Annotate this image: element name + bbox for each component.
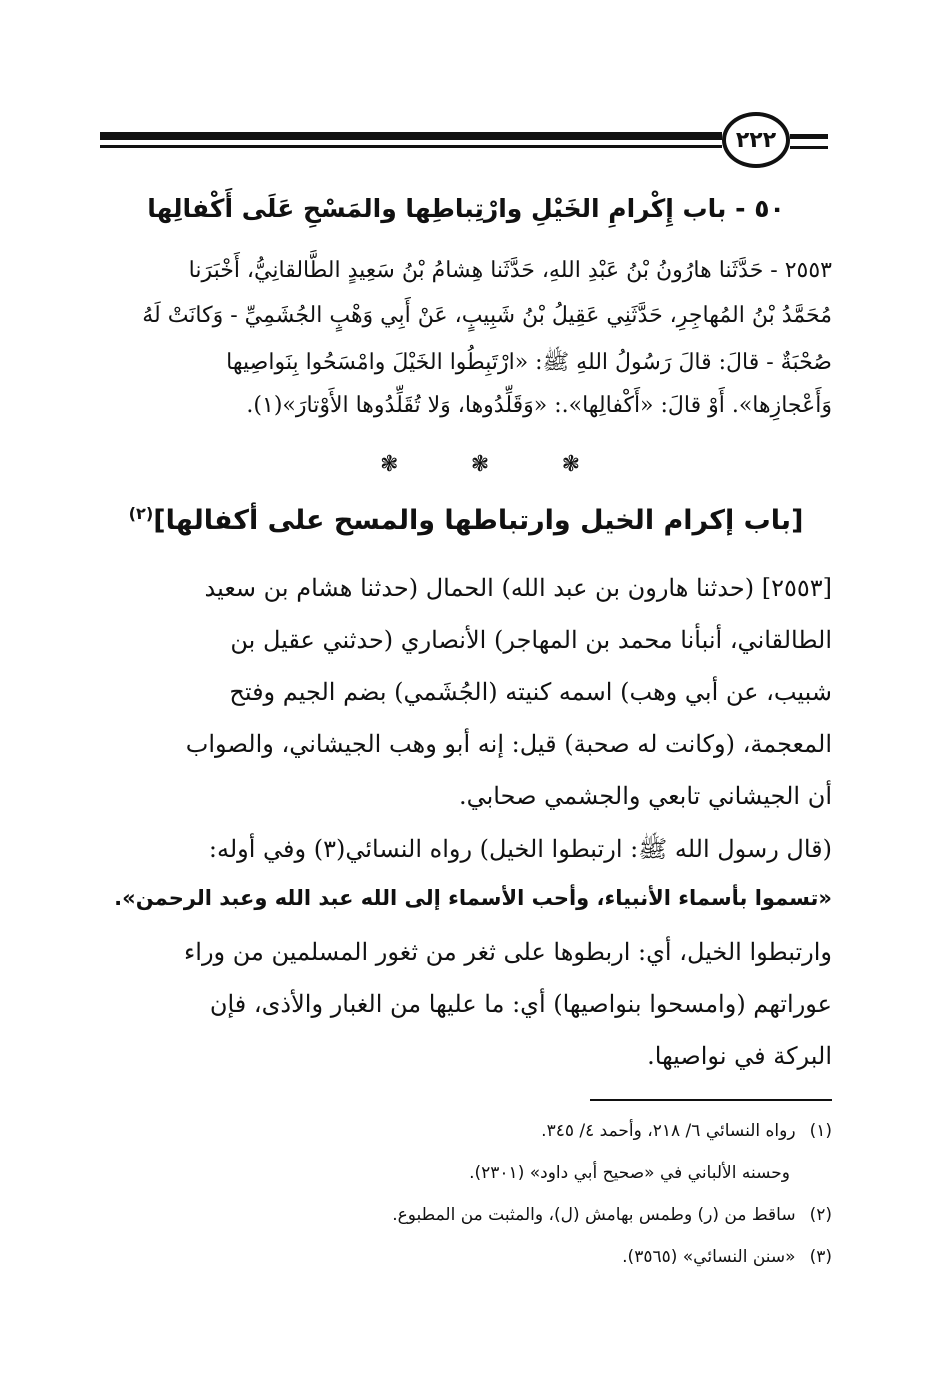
footnote-text: وحسنه الألباني في «صحيح أبي داود» (٢٣٠١). (469, 1163, 790, 1183)
star-ornament-icon: ❃ (561, 452, 580, 477)
hadith-line: وَأَعْجازِها». أَوْ قالَ: «أَكْفالِها».: «وَقَلِّدُوها، وَلا تُقَلِّدُوها الأَوْتارَ»(١). (246, 393, 832, 418)
commentary-line: شبيب، عن أبي وهب) اسمه كنيته (الجُشَمي) بضم الجيم وفتح (229, 678, 832, 706)
commentary-line: عوراتهم (وامسحوا بنواصيها) أي: ما عليها من الغبار والأذى، فإن (209, 990, 832, 1018)
commentary-line: الطالقاني، أنبأنا محمد بن المهاجر) الأنصاري (حدثني عقيل بن (230, 626, 832, 654)
commentary-line: وارتبطوا الخيل، أي: اربطوها على ثغر من ثغور المسلمين من وراء (184, 938, 832, 966)
commentary-title-text: [باب إكرام الخيل وارتباطها والمسح على أكفالها] (153, 505, 804, 536)
header-rule-tail-thin (790, 146, 828, 149)
header-rule (100, 132, 722, 140)
footnote (66, 1163, 790, 1183)
commentary-line: [٢٥٥٣] (حدثنا هارون بن عبد الله) الحمال (حدثنا هشام بن سعيد (204, 574, 832, 602)
hadith-line: مُحَمَّدُ بْنُ المُهاجِرِ، حَدَّثَنِي عَقِيلُ بْنُ شَبِيبٍ، عَنْ أَبِي وَهْبٍ الجُشَمِيِّ - وَكانَتْ لَهُ (142, 303, 832, 328)
footnote (108, 1121, 832, 1141)
star-ornament-icon: ❃ (380, 452, 399, 477)
chapter-title: ٥٠ - باب إِكْرامِ الخَيْلِ وارْتِباطِها والمَسْحِ عَلَى أَكْفالِها (147, 194, 785, 223)
commentary-line: البركة في نواصيها. (647, 1042, 832, 1070)
commentary-line: المعجمة، (وكانت له صحبة) قيل: إنه أبو وهب الجيشاني، والصواب (185, 730, 832, 758)
section-separator (380, 452, 580, 477)
footnote-text: «سنن النسائي» (٣٥٦٥). (622, 1247, 796, 1267)
footnote-text: رواه النسائي ٦/ ٢١٨، وأحمد ٤/ ٣٤٥. (541, 1121, 796, 1141)
commentary-line: (قال رسول الله ﷺ: ارتبطوا الخيل) رواه النسائي(٣) وفي أوله: (208, 835, 832, 863)
header-rule-tail (790, 134, 828, 139)
commentary-line: «تسموا بأسماء الأنبياء، وأحب الأسماء إلى الله عبد الله وعبد الرحمن». (114, 886, 832, 910)
footnote-text: ساقط من (ر) وطمس بهامش (ل)، والمثبت من المطبوع. (392, 1205, 796, 1225)
footnote-rule (590, 1099, 832, 1101)
commentary-title (100, 504, 832, 536)
footnote (108, 1247, 832, 1267)
page-number: ٢٢٢ (722, 112, 790, 168)
header-rule-thin (100, 145, 722, 148)
footnote-number: (٢) (809, 1205, 832, 1225)
commentary-line: أن الجيشاني تابعي والجشمي صحابي. (458, 782, 832, 810)
footnote (108, 1205, 832, 1225)
footnote-ref: (٢) (128, 504, 154, 523)
footnote-number: (٣) (809, 1247, 832, 1267)
footnote-number: (١) (809, 1121, 832, 1141)
star-ornament-icon: ❃ (470, 452, 490, 477)
hadith-line: صُحْبَةٌ - قالَ: قالَ رَسُولُ اللهِ ﷺ: «ارْتَبِطُوا الخَيْلَ وامْسَحُوا بِنَواصِيها (226, 350, 832, 375)
hadith-line: ٢٥٥٣ - حَدَّثَنا هارُونُ بْنُ عَبْدِ اللهِ، حَدَّثَنا هِشامُ بْنُ سَعِيدٍ الطَّالقانِيُّ، أَخْبَرَنا (188, 258, 832, 283)
